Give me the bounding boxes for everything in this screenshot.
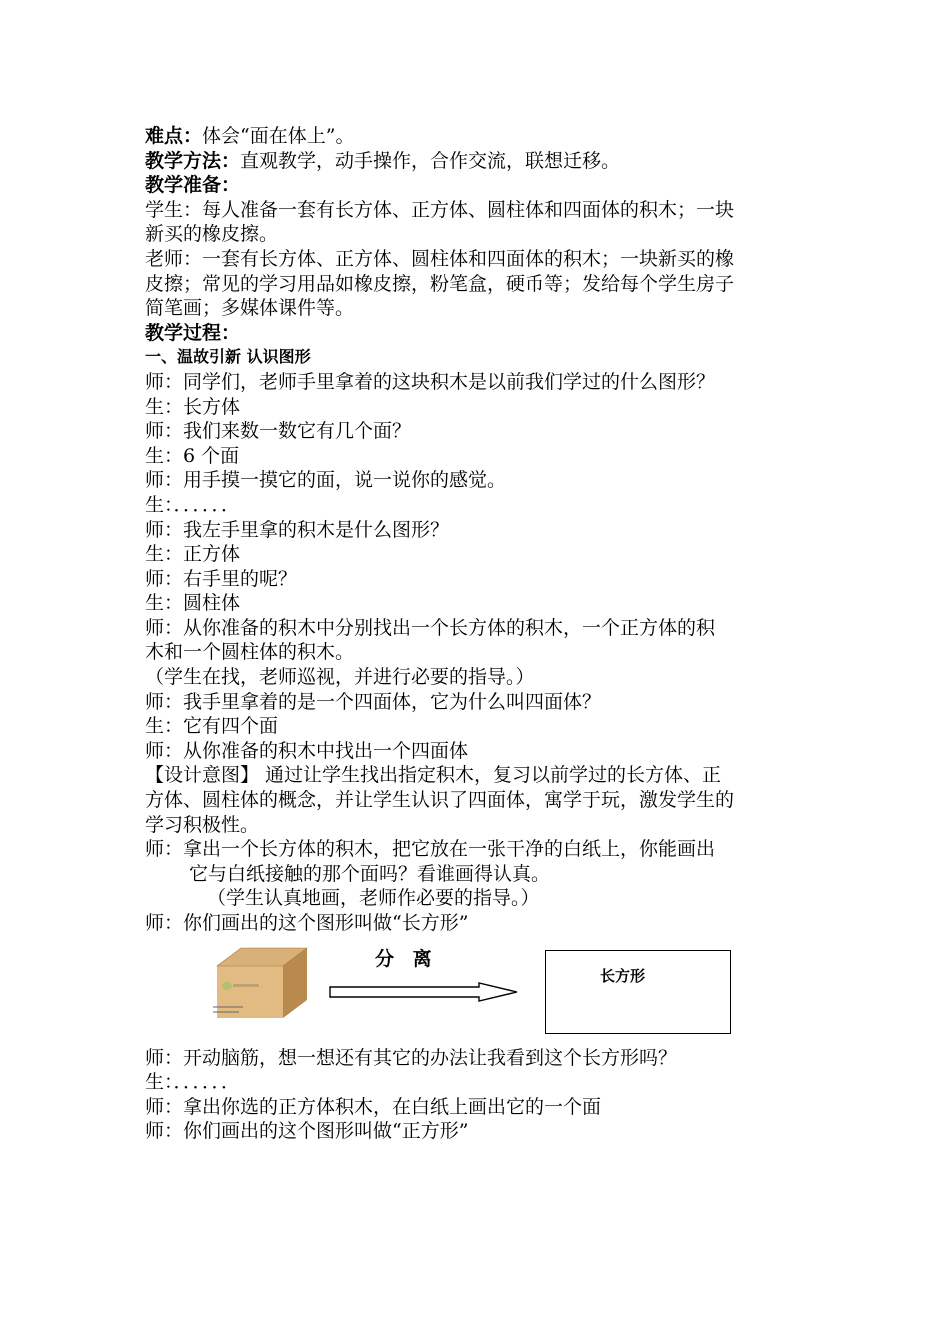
- prep-teacher-line-2: 皮擦；常见的学习用品如橡皮擦，粉笔盒，硬币等；发给每个学生房子: [145, 272, 735, 295]
- dialog-line: 木和一个圆柱体的积木。: [145, 641, 355, 664]
- dialog-line: 生：．．．．．．: [145, 1071, 241, 1094]
- design-intent-line: 【设计意图】 通过让学生找出指定积木，复习以前学过的长方体、正: [145, 764, 722, 787]
- dialog-line: 师：从你准备的积木中分别找出一个长方体的积木，一个正方体的积: [145, 616, 716, 639]
- dialog-line: 师：你们画出的这个图形叫做“正方形”: [145, 1120, 469, 1143]
- method-line: [145, 149, 825, 174]
- dialog-line-indented: （学生认真地画，老师作必要的指导。）: [207, 887, 540, 910]
- design-intent-line: 学习积极性。: [145, 813, 260, 836]
- dialog-block: [145, 370, 825, 936]
- prep-student-line-2: 新买的橡皮擦。: [145, 223, 279, 246]
- dialog-line: 生：正方体: [145, 543, 241, 566]
- dialog-line: 师：从你准备的积木中找出一个四面体: [145, 739, 469, 762]
- dialog-line: 生：圆柱体: [145, 592, 241, 615]
- rectangle-label: 长方形: [600, 966, 646, 985]
- figure-block-to-rectangle: [145, 942, 825, 1038]
- prep-teacher-line-1: 老师：一套有长方体、正方体、圆柱体和四面体的积木；一块新买的橡: [145, 247, 735, 270]
- document-page: [145, 124, 825, 1144]
- dialog-line: 师：开动脑筋，想一想还有其它的办法让我看到这个长方形吗？: [145, 1046, 678, 1069]
- dialog-line: 师：右手里的呢？: [145, 567, 298, 590]
- difficulty-line: [145, 124, 825, 149]
- design-intent-line: 方体、圆柱体的概念，并让学生认识了四面体，寓学于玩，激发学生的: [145, 789, 735, 812]
- dialog-line: 师：用手摸一摸它的面，说一说你的感觉。: [145, 469, 507, 492]
- dialog-line-indented: 它与白纸接触的那个面吗？看谁画得认真。: [189, 862, 551, 885]
- dialog-line: 生：．．．．．．: [145, 493, 241, 516]
- difficulty-label: 难点：: [145, 125, 203, 147]
- prep-label: 教学准备：: [145, 174, 241, 197]
- section-heading: 一、温故引新 认识图形: [145, 347, 311, 367]
- difficulty-text: 体会“面在体上”。: [202, 125, 355, 147]
- dialog-line: 生：6 个面: [145, 444, 240, 467]
- dialog-line: 生：长方体: [145, 395, 241, 418]
- wooden-block-image: [211, 944, 311, 1022]
- dialog-line: 师：我们来数一数它有几个面？: [145, 420, 412, 443]
- process-heading: 教学过程：: [145, 321, 241, 344]
- arrow-label: 分 离: [375, 947, 438, 970]
- dialog-line: 师：我手里拿着的是一个四面体，它为什么叫四面体？: [145, 690, 602, 713]
- prep-student-line-1: 学生：每人准备一套有长方体、正方体、圆柱体和四面体的积木；一块: [145, 198, 735, 221]
- method-text: 直观教学，动手操作，合作交流，联想迁移。: [240, 149, 621, 172]
- dialog-line: （学生在找，老师巡视，并进行必要的指导。）: [145, 666, 535, 689]
- dialog-line: 师：同学们，老师手里拿着的这块积木是以前我们学过的什么图形？: [145, 370, 716, 393]
- dialog-line: 师：我左手里拿的积木是什么图形？: [145, 518, 450, 541]
- rectangle-shape: [545, 950, 731, 1034]
- right-arrow-icon: [329, 982, 519, 1002]
- prep-teacher-line-3: 简笔画；多媒体课件等。: [145, 297, 355, 320]
- dialog-line: 生：它有四个面: [145, 715, 279, 738]
- prep-heading: [145, 173, 825, 198]
- method-label: 教学方法：: [145, 149, 241, 172]
- dialog-line: 师：拿出一个长方体的积木，把它放在一张干净的白纸上，你能画出: [145, 838, 716, 861]
- dialog-line: 师：拿出你选的正方体积木，在白纸上画出它的一个面: [145, 1095, 602, 1118]
- dialog-line: 师：你们画出的这个图形叫做“长方形”: [145, 912, 469, 934]
